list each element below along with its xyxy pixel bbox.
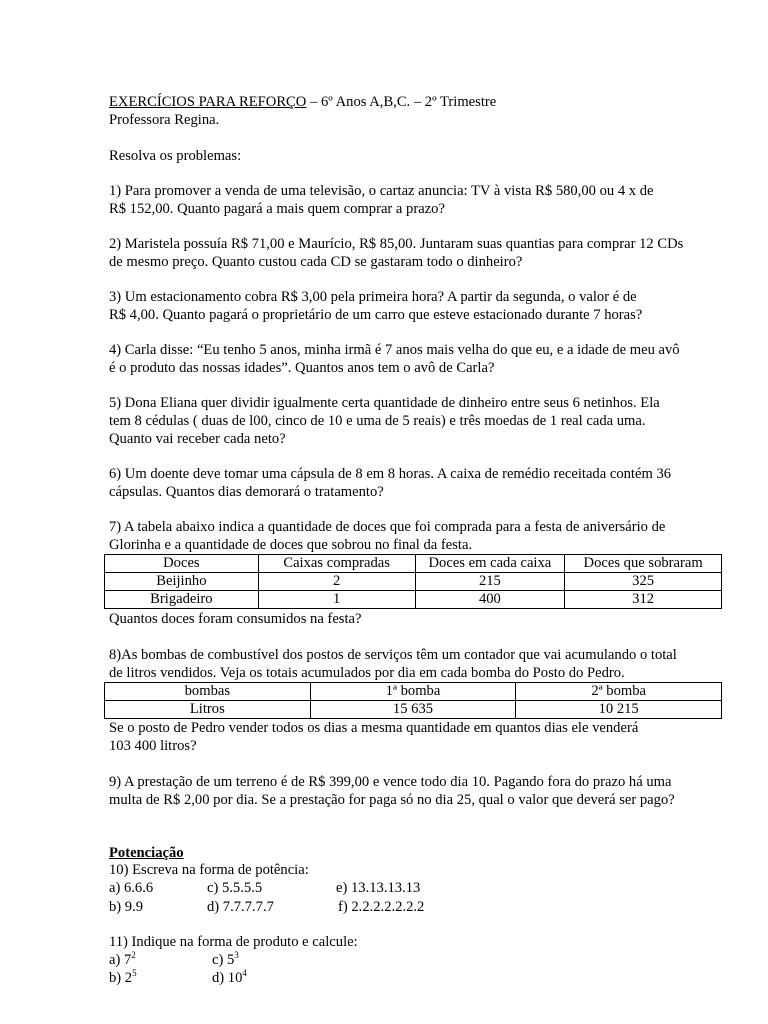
problem-text: R$ 152,00. Quanto pagará a mais quem comprar a prazo?: [109, 201, 445, 217]
power-exponent: 4: [242, 968, 247, 978]
problem-text: 7) A tabela abaixo indica a quantidade de doces que foi comprada para a festa de aniversário de: [109, 519, 666, 535]
power-base: a) 7: [109, 952, 132, 968]
document-title: EXERCÍCIOS PARA REFORÇO: [109, 94, 307, 110]
problem-8-question: [109, 719, 729, 755]
table-cell: 15 635: [310, 701, 516, 719]
instructions: Resolva os problemas:: [109, 148, 242, 164]
option-f: f) 2.2.2.2.2.2.2: [338, 899, 425, 915]
header-line: [109, 93, 729, 111]
table-header-cell: Doces: [105, 555, 259, 573]
option-b: b) 9.9: [109, 899, 144, 915]
problem-2: [109, 235, 729, 271]
problem-text: é o produto das nossas idades”. Quantos anos tem o avô de Carla?: [109, 360, 495, 376]
option-d: [212, 969, 247, 987]
table-header-cell: 2ª bomba: [516, 683, 722, 701]
problem-3: [109, 288, 729, 324]
option-c: c) 5.5.5.5: [207, 880, 263, 896]
table-header-cell: 1ª bomba: [310, 683, 516, 701]
problem-text: 5) Dona Eliana quer dividir igualmente certa quantidade de dinheiro entre seus 6 netinhos. Ela: [109, 395, 660, 411]
table-cell: 325: [565, 573, 722, 591]
document-header: [109, 93, 729, 129]
table-cell: Litros: [105, 701, 311, 719]
problem-8: [109, 646, 729, 682]
problem-text: Quanto vai receber cada neto?: [109, 431, 286, 447]
problem-text: de mesmo preço. Quanto custou cada CD se gastaram todo o dinheiro?: [109, 254, 523, 270]
table-header-row: [105, 683, 722, 701]
option-e: e) 13.13.13.13: [336, 880, 421, 896]
problem-7-question: Quantos doces foram consumidos na festa?: [109, 611, 362, 627]
table-cell: 312: [565, 591, 722, 609]
table-cell: 10 215: [516, 701, 722, 719]
problem-1: [109, 182, 729, 218]
table-row: [105, 573, 722, 591]
option-d: d) 7.7.7.7.7: [207, 899, 274, 915]
power-exponent: 3: [234, 950, 239, 960]
power-base: d) 10: [212, 970, 243, 986]
problem-5: [109, 394, 729, 448]
problem-text: multa de R$ 2,00 por dia. Se a prestação for paga só no dia 25, qual o valor que deverá ser pago?: [109, 792, 675, 808]
table-cell: 2: [258, 573, 415, 591]
problem-text: Se o posto de Pedro vender todos os dias a mesma quantidade em quantos dias ele venderá: [109, 720, 639, 736]
option-a: a) 6.6.6: [109, 880, 154, 896]
option-a: [109, 951, 136, 969]
table-cell: 400: [415, 591, 565, 609]
teacher-name: Professora Regina.: [109, 112, 220, 128]
table-header-cell: Caixas compradas: [258, 555, 415, 573]
problem-6: [109, 465, 729, 501]
table-header-row: [105, 555, 722, 573]
problem-text: cápsulas. Quantos dias demorará o tratamento?: [109, 484, 384, 500]
table-row: [105, 701, 722, 719]
question-10-prompt: 10) Escreva na forma de potência:: [109, 862, 309, 878]
problem-text: 2) Maristela possuía R$ 71,00 e Maurício, R$ 85,00. Juntaram suas quantias para comprar 12 CDs: [109, 236, 684, 252]
problem-9: [109, 773, 729, 809]
option-b: [109, 969, 137, 987]
section-heading: Potenciação: [109, 845, 184, 861]
power-base: b) 2: [109, 970, 133, 986]
table-cell: Beijinho: [105, 573, 259, 591]
question-11-prompt: 11) Indique na forma de produto e calcule:: [109, 934, 358, 950]
power-exponent: 5: [132, 968, 137, 978]
problem-text: tem 8 cédulas ( duas de l00, cinco de 10 e uma de 5 reais) e três moedas de 1 real cada uma.: [109, 413, 646, 429]
problem-4: [109, 341, 729, 377]
table-header-cell: Doces em cada caixa: [415, 555, 565, 573]
candy-table: [104, 554, 722, 609]
problem-7: [109, 518, 729, 554]
problem-text: R$ 4,00. Quanto pagará o proprietário de um carro que esteve estacionado durante 7 horas?: [109, 307, 643, 323]
problem-text: 8)As bombas de combustível dos postos de serviços têm um contador que vai acumulando o total: [109, 647, 677, 663]
table-header-cell: bombas: [105, 683, 311, 701]
problem-text: 103 400 litros?: [109, 738, 197, 754]
problem-text: de litros vendidos. Veja os totais acumulados por dia em cada bomba do Posto do Pedro.: [109, 665, 625, 681]
problem-text: 3) Um estacionamento cobra R$ 3,00 pela primeira hora? A partir da segunda, o valor é de: [109, 289, 637, 305]
document-subtitle: – 6º Anos A,B,C. – 2º Trimestre: [306, 94, 497, 110]
power-exponent: 2: [131, 950, 136, 960]
power-base: c) 5: [212, 952, 235, 968]
table-cell: 215: [415, 573, 565, 591]
problem-text: 4) Carla disse: “Eu tenho 5 anos, minha irmã é 7 anos mais velha do que eu, e a idade de meu avô: [109, 342, 680, 358]
table-header-cell: Doces que sobraram: [565, 555, 722, 573]
problem-text: Glorinha e a quantidade de doces que sobrou no final da festa.: [109, 537, 473, 553]
problem-text: 1) Para promover a venda de uma televisão, o cartaz anuncia: TV à vista R$ 580,00 ou 4 x de: [109, 183, 654, 199]
table-row: [105, 591, 722, 609]
pump-table: [104, 682, 722, 719]
option-c: [212, 951, 239, 969]
table-cell: Brigadeiro: [105, 591, 259, 609]
problem-text: 9) A prestação de um terreno é de R$ 399,00 e vence todo dia 10. Pagando fora do prazo há uma: [109, 774, 672, 790]
problem-text: 6) Um doente deve tomar uma cápsula de 8 em 8 horas. A caixa de remédio receitada contém 36: [109, 466, 672, 482]
table-cell: 1: [258, 591, 415, 609]
